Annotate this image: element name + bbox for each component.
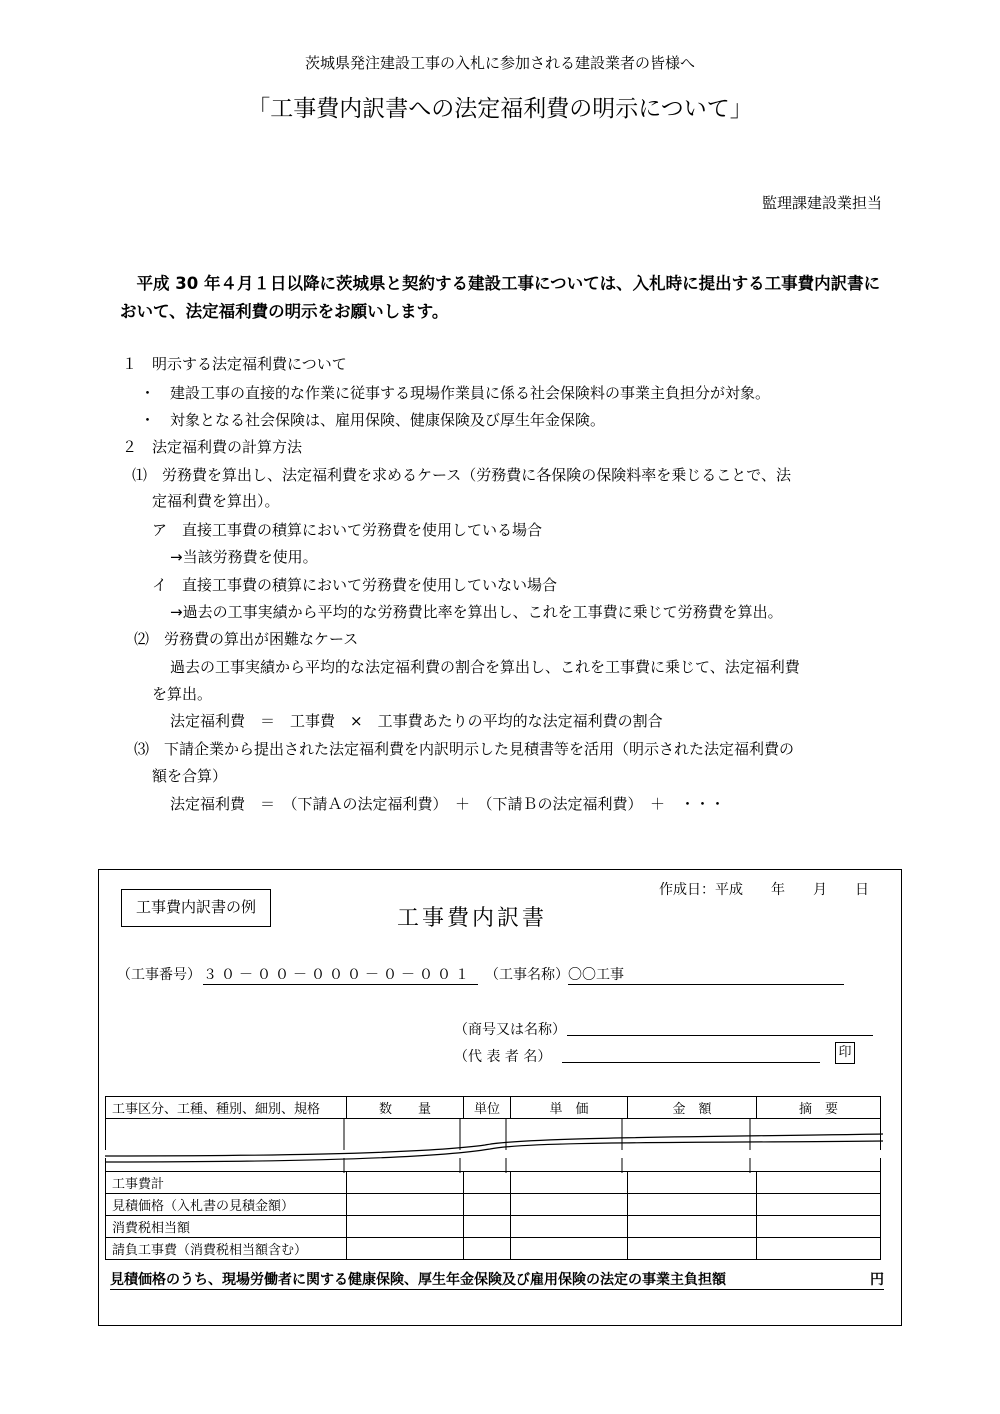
bullet-1: ・ 建設工事の直接的な作業に従事する現場作業員に係る社会保険料の事業主負担分が対象。 [140,384,771,402]
col-category: 工事区分、工種、種別、細別、規格 [106,1097,347,1119]
department: 監理課建設業担当 [761,194,882,212]
case-2-line-1: 過去の工事実績から平均的な法定福利費の割合を算出し、これを工事費に乗じて、法定福利費 [170,658,800,676]
company-label: （商号又は名称） [454,1022,566,1038]
representative-label: （代 表 者 名） [454,1049,552,1065]
document-subtitle: 茨城県発注建設工事の入札に参加される建設業者の皆様へ [304,54,695,72]
representative-field [562,1046,820,1063]
bullet-2: ・ 対象となる社会保険は、雇用保険、健康保険及び厚生年金保険。 [140,411,606,429]
row-estimate-label: 見積価格（入札書の見積金額） [106,1194,347,1216]
case-3-formula: 法定福利費 ＝ （下請Ａの法定福利費） ＋ （下請Ｂの法定福利費） ＋ ・・・ [170,795,726,813]
row-contract-label: 請負工事費（消費税相当額含む） [106,1238,347,1260]
section-2-heading: ２ 法定福利費の計算方法 [122,438,303,456]
project-name-label: （工事名称） [485,967,569,983]
col-unit-price: 単 価 [511,1097,628,1119]
seal-mark: 印 [835,1042,855,1064]
case-3-line-2: 額を合算） [152,767,228,785]
document-title: 「工事費内訳書への法定福利費の明示について」 [247,96,753,122]
case-1-b-note: →過去の工事実績から平均的な労務費比率を算出し、これを工事費に乗じて労務費を算出。 [170,603,783,621]
case-1-line-2: 定福利費を算出）。 [152,492,280,510]
col-quantity: 数 量 [347,1097,464,1119]
estimate-table [105,1096,881,1260]
welfare-cost-footer [110,1269,884,1290]
omission-break-lines [105,1119,883,1173]
case-2-line-2: を算出。 [152,685,213,703]
col-amount: 金 額 [628,1097,757,1119]
case-1-line-1: ⑴ 労務費を算出し、法定福利費を求めるケース（労務費に各保険の保険料率を乗じることで、法 [132,466,791,484]
company-field [567,1019,873,1036]
estimate-form-example [98,869,902,1326]
col-unit: 単位 [464,1097,511,1119]
case-2-heading: ⑵ 労務費の算出が困難なケース [134,630,359,648]
project-no-label: （工事番号） [117,967,201,983]
form-title: 工事費内訳書 [397,906,548,931]
footer-text: 見積価格のうち、現場労働者に関する健康保険、厚生年金保険及び雇用保険の法定の事業主負担額 [110,1272,726,1288]
footer-unit: 円 [870,1272,884,1288]
intro-paragraph: 平成 30 年４月１日以降に茨城県と契約する建設工事については、入札時に提出する工事費内訳書において、法定福利費の明示をお願いします。 [120,274,881,321]
project-no-field: ３０－００－０００－０－００１ [203,964,478,985]
row-tax-label: 消費税相当額 [106,1216,347,1238]
case-2-formula: 法定福利費 ＝ 工事費 × 工事費あたりの平均的な法定福利費の割合 [170,712,663,730]
row-total-label: 工事費計 [106,1172,347,1194]
case-1-a: ア 直接工事費の積算において労務費を使用している場合 [152,521,543,539]
omitted-rows [106,1119,881,1172]
creation-date: 作成日：平成 年 月 日 [659,882,869,898]
example-label: 工事費内訳書の例 [121,889,271,927]
project-name-field: 〇〇工事 [568,964,844,985]
case-1-b: イ 直接工事費の積算において労務費を使用していない場合 [152,576,558,594]
section-1-heading: １ 明示する法定福利費について [122,355,347,373]
col-remarks: 摘 要 [757,1097,881,1119]
case-3-line-1: ⑶ 下請企業から提出された法定福利費を内訳明示した見積書等を活用（明示された法定福利費の [134,740,795,758]
case-1-a-note: →当該労務費を使用。 [170,548,318,566]
omission-cell [106,1119,881,1172]
